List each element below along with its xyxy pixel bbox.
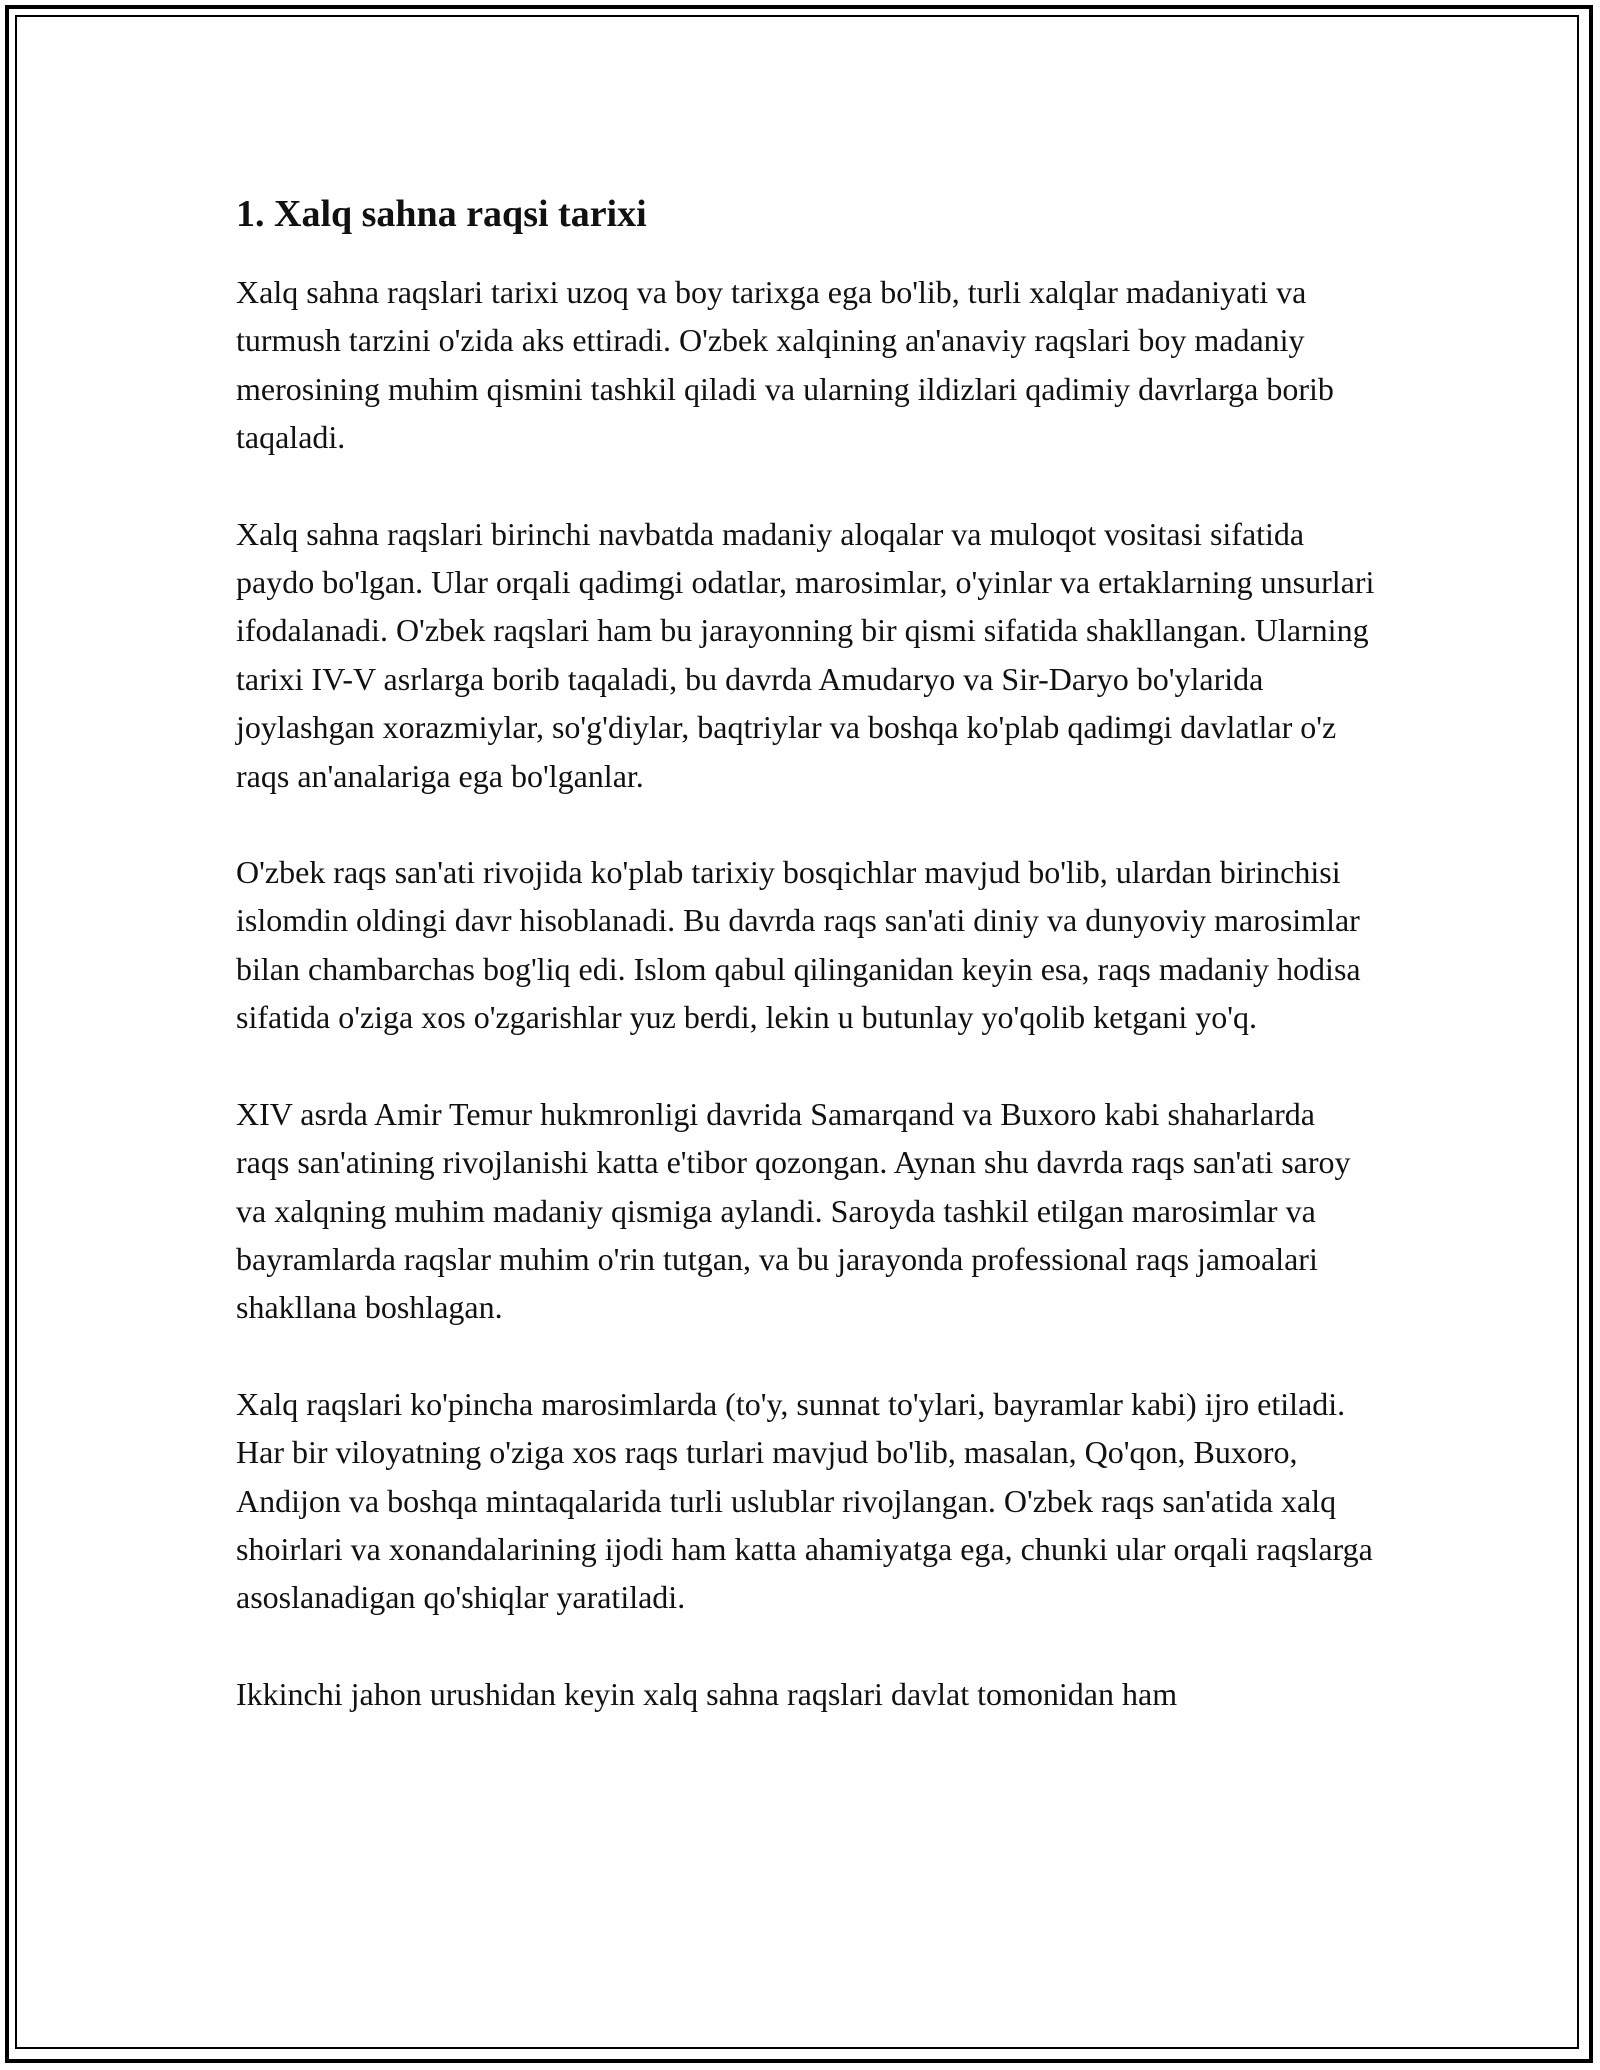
paragraph-5: Xalq raqslari ko'pincha marosimlarda (to'y, sunnat to'ylari, bayramlar kabi) ijro etiladi. Har bir viloyatning o'ziga xos raqs turlari mavjud bo'lib, masalan, Qo'qon, Buxoro, Andijon va boshqa mintaqalarida turli uslublar rivojlangan. O'zbek raqs san'atida xalq shoirlari va xonandalarining ijodi ham katta ahamiyatga ega, chunki ular orqali raqslarga asoslanadigan qo'shiqlar yaratiladi. bbox=[236, 1385, 1373, 1616]
paragraph-4: XIV asrda Amir Temur hukmronligi davrida Samarqand va Buxoro kabi shaharlarda raqs san'atining rivojlanishi katta e'tibor qozongan. Aynan shu davrda raqs san'ati saroy va xalqning muhim madaniy qismiga aylandi. Saroyda tashkil etilgan marosimlar va bayramlarda raqslar muhim o'rin tutgan, va bu jarayonda professional raqs jamoalari shakllana boshlagan. bbox=[236, 1095, 1351, 1326]
paragraph-1: Xalq sahna raqslari tarixi uzoq va boy tarixga ega bo'lib, turli xalqlar madaniyati va turmush tarzini o'zida aks ettiradi. O'zbek xalqining an'anaviy raqslari boy madaniy merosining muhim qismini tashkil qiladi va ularning ildizlari qadimiy davrlarga borib taqaladi. bbox=[236, 274, 1334, 456]
page-title: 1. Xalq sahna raqsi tarixi bbox=[236, 193, 647, 235]
paragraph-3: O'zbek raqs san'ati rivojida ko'plab tarixiy bosqichlar mavjud bo'lib, ulardan birinchisi islomdin oldingi davr hisoblanadi. Bu davrda raqs san'ati diniy va dunyoviy marosimlar bilan chambarchas bog'liq edi. Islom qabul qilinganidan keyin esa, raqs madaniy hodisa sifatida o'ziga xos o'zgarishlar yuz berdi, lekin u butunlay yo'qolib ketgani yo'q. bbox=[236, 854, 1361, 1036]
paragraph-2: Xalq sahna raqslari birinchi navbatda madaniy aloqalar va muloqot vositasi sifatida paydo bo'lgan. Ular orqali qadimgi odatlar, marosimlar, o'yinlar va ertaklarning unsurlari ifodalanadi. O'zbek raqslari ham bu jarayonning bir qismi sifatida shakllangan. Ularning tarixi IV-V asrlarga borib taqaladi, bu davrda Amudaryo va Sir-Daryo bo'ylarida joylashgan xorazmiylar, so'g'diylar, baqtriylar va boshqa ko'plab qadimgi davlatlar o'z raqs an'analariga ega bo'lganlar. bbox=[236, 515, 1375, 794]
document-body bbox=[236, 188, 1376, 1766]
paragraph-6: Ikkinchi jahon urushidan keyin xalq sahna raqslari davlat tomonidan ham bbox=[236, 1675, 1178, 1712]
